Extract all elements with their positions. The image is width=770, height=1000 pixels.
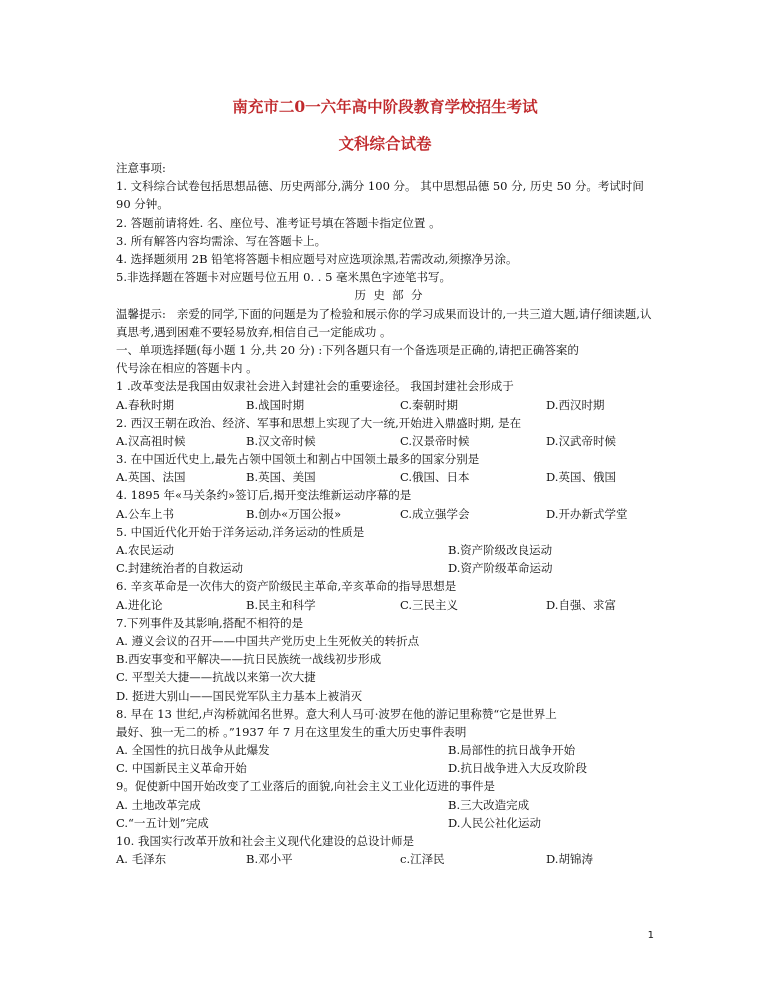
- exam-subtitle: 文科综合试卷: [338, 134, 432, 153]
- question-stem: 7.下列事件及其影响,搭配不相符的是: [116, 615, 304, 630]
- warm-tip: 温馨提示: 亲爱的同学,下面的问题是为了检验和展示你的学习成果而设计的,一共三道大题,请仔细读题,认真思考,遇到困难不要轻易放弃,相信自己一定能成功 。: [116, 306, 652, 339]
- answer-option: C.“一五计划”完成: [116, 815, 209, 830]
- answer-option: D.资产阶级革命运动: [448, 561, 553, 576]
- answer-option: B.创办«万国公报»: [246, 506, 342, 521]
- question: [116, 377, 661, 413]
- question-list: [116, 377, 661, 868]
- option-row: [116, 632, 661, 650]
- option-row: [116, 687, 661, 705]
- section-title: 历 史 部 分: [354, 288, 423, 303]
- option-row: [116, 741, 661, 759]
- part1-heading-cont: 代号涂在相应的答题卡内 。: [116, 361, 258, 376]
- notice-item: 1. 文科综合试卷包括思想品德、历史两部分,满分 100 分。 其中思想品德 50 分, 历史 50 分。考试时间 90 分钟。: [116, 179, 644, 212]
- question: [116, 523, 661, 578]
- page-number: 1: [647, 930, 654, 941]
- exam-body: [116, 159, 661, 868]
- answer-option: A.进化论: [116, 597, 163, 612]
- answer-option: D.人民公社化运动: [448, 815, 541, 830]
- answer-option: C.秦朝时期: [400, 397, 459, 412]
- question-stem: 4. 1895 年«马关条约»签订后,揭开变法维新运动序幕的是: [116, 488, 412, 503]
- answer-option: B.局部性的抗日战争开始: [448, 743, 576, 758]
- question-stem: 8. 早在 13 世纪,卢沟桥就闻名世界。意大利人马可·波罗在他的游记里称赞“它是世界上: [116, 706, 557, 721]
- answer-option: D.汉武帝时候: [546, 433, 616, 448]
- answer-option: D.胡锦涛: [546, 852, 593, 867]
- answer-option: D. 挺进大别山——国民党军队主力基本上被消灭: [116, 688, 363, 703]
- answer-option: C.汉景帝时候: [400, 433, 470, 448]
- answer-option: A.农民运动: [116, 543, 174, 557]
- exam-title: 南充市二0一六年高中阶段教育学校招生考试: [232, 97, 538, 116]
- answer-option: A.公车上书: [116, 506, 174, 521]
- option-row: [116, 559, 661, 577]
- notice-item: 2. 答题前请将姓. 名、座位号、准考证号填在答题卡指定位置 。: [116, 215, 441, 230]
- answer-option: C. 平型关大捷——抗战以来第一次大捷: [116, 670, 316, 685]
- answer-option: A.汉高祖时候: [116, 433, 186, 448]
- notice-item: 5.非选择题在答题卡对应题号位五用 0. . 5 毫米黑色字迹笔书写。: [116, 270, 452, 285]
- option-row: [116, 396, 661, 414]
- question-stem: 9。促使新中国开始改变了工业落后的面貌,向社会主义工业化迈进的事件是: [116, 779, 495, 794]
- question: [116, 414, 661, 450]
- answer-option: D.西汉时期: [546, 397, 605, 412]
- answer-option: D.英国、俄国: [546, 470, 616, 485]
- option-row: [116, 850, 661, 868]
- answer-option: C.三民主义: [400, 597, 459, 612]
- answer-option: A.英国、法国: [116, 470, 186, 485]
- answer-option: C.俄国、日本: [400, 470, 470, 485]
- question: [116, 832, 661, 868]
- question: [116, 450, 661, 486]
- option-row: [116, 505, 661, 523]
- answer-option: A. 毛泽东: [116, 852, 167, 867]
- question-stem: 5. 中国近代化开始于洋务运动,洋务运动的性质是: [116, 524, 365, 539]
- answer-option: A.春秋时期: [116, 397, 174, 412]
- question: [116, 705, 661, 778]
- part1-heading: 一、单项选择题(每小题 1 分,共 20 分) :下列各题只有一个备选项是正确的,请把正确答案的: [116, 342, 579, 357]
- option-row: [116, 541, 661, 559]
- option-row: [116, 432, 661, 450]
- answer-option: B.战国时期: [246, 397, 305, 412]
- option-row: [116, 468, 661, 486]
- answer-option: C.封建统治者的自救运动: [116, 561, 244, 576]
- question: [116, 777, 661, 832]
- answer-option: B.邓小平: [246, 852, 293, 867]
- option-row: [116, 814, 661, 832]
- answer-option: B.英国、美国: [246, 470, 316, 485]
- option-row: [116, 668, 661, 686]
- answer-option: C. 中国新民主义革命开始: [116, 761, 247, 776]
- notice-item: 4. 选择题须用 2B 铅笔将答题卡相应题号对应选项涂黑,若需改动,须擦净另涂。: [116, 251, 518, 266]
- answer-option: A. 遵义会议的召开——中国共产党历史上生死攸关的转折点: [116, 633, 420, 648]
- answer-option: B.三大改造完成: [448, 797, 530, 812]
- question: [116, 486, 661, 522]
- notice-item: 3. 所有解答内容均需涂、写在答题卡上。: [116, 233, 327, 248]
- question: [116, 614, 661, 705]
- answer-option: A. 土地改革完成: [116, 797, 201, 812]
- question-stem: 1 .改革变法是我国由奴隶社会进入封建社会的重要途径。 我国封建社会形成于: [116, 379, 514, 394]
- question: [116, 577, 661, 613]
- notice-heading: 注意事项:: [116, 161, 166, 175]
- option-row: [116, 650, 661, 668]
- answer-option: B.民主和科学: [246, 597, 316, 612]
- answer-option: B.西安事变和平解决——抗日民族统一战线初步形成: [116, 652, 382, 667]
- answer-option: A. 全国性的抗日战争从此爆发: [116, 743, 270, 758]
- option-row: [116, 759, 661, 777]
- answer-option: D.开办新式学堂: [546, 506, 628, 521]
- answer-option: c.江泽民: [400, 852, 445, 867]
- question-stem: 3. 在中国近代史上,最先占领中国领土和割占中国领土最多的国家分别是: [116, 452, 480, 467]
- question-stem: 2. 西汉王朝在政治、经济、军事和思想上实现了大一统,开始进入鼎盛时期, 是在: [116, 415, 522, 430]
- question-stem: 10. 我国实行改革开放和社会主义现代化建设的总设计师是: [116, 834, 414, 848]
- option-row: [116, 796, 661, 814]
- question-stem: 6. 辛亥革命是一次伟大的资产阶级民主革命,辛亥革命的指导思想是: [116, 579, 457, 594]
- option-row: [116, 596, 661, 614]
- answer-option: D.抗日战争进入大反攻阶段: [448, 761, 587, 776]
- question-stem: 最好、独一无二的桥 。”1937 年 7 月在这里发生的重大历史事件表明: [116, 724, 467, 739]
- answer-option: D.自强、求富: [546, 597, 616, 612]
- answer-option: C.成立强学会: [400, 506, 470, 521]
- answer-option: B.资产阶级改良运动: [448, 543, 553, 557]
- answer-option: B.汉文帝时候: [246, 433, 316, 448]
